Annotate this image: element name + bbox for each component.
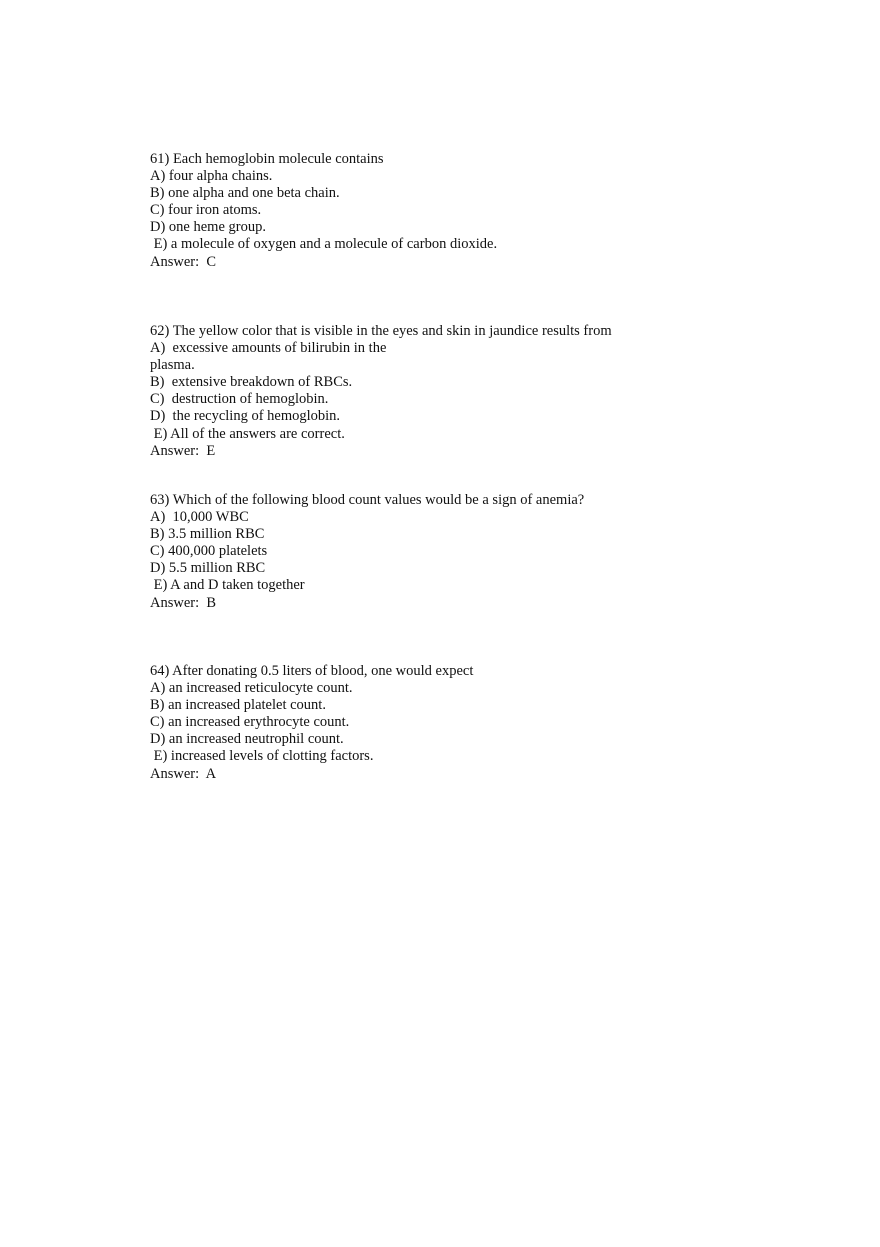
answer-option: A) excessive amounts of bilirubin in the — [150, 340, 387, 357]
answer-option: B) 3.5 million RBC — [150, 526, 265, 543]
answer-option: A) four alpha chains. — [150, 168, 273, 185]
question-61 — [150, 151, 750, 271]
answer-key: Answer: B — [150, 594, 217, 611]
answer-option: D) an increased neutrophil count. — [150, 731, 344, 748]
question-62 — [150, 323, 750, 460]
question-stem: 61) Each hemoglobin molecule contains — [150, 151, 384, 167]
answer-option: A) an increased reticulocyte count. — [150, 680, 353, 697]
answer-option: C) 400,000 platelets — [150, 543, 268, 560]
answer-option: C) an increased erythrocyte count. — [150, 714, 350, 731]
answer-option: D) one heme group. — [150, 219, 266, 236]
answer-option: B) extensive breakdown of RBCs. — [150, 374, 353, 391]
answer-option: B) an increased platelet count. — [150, 697, 326, 714]
question-63 — [150, 492, 750, 612]
answer-option: E) A and D taken together — [150, 577, 305, 594]
answer-option: B) one alpha and one beta chain. — [150, 185, 340, 202]
answer-option: C) destruction of hemoglobin. — [150, 391, 329, 408]
answer-key: Answer: C — [150, 253, 217, 270]
answer-key: Answer: A — [150, 765, 217, 782]
answer-option: E) All of the answers are correct. — [150, 425, 345, 442]
answer-option: A) 10,000 WBC — [150, 509, 249, 526]
question-stem: 63) Which of the following blood count values would be a sign of anemia? — [150, 492, 585, 508]
answer-option: D) the recycling of hemoglobin. — [150, 408, 341, 425]
answer-option: E) a molecule of oxygen and a molecule of carbon dioxide. — [150, 236, 498, 253]
answer-option: D) 5.5 million RBC — [150, 560, 266, 577]
question-stem: 62) The yellow color that is visible in the eyes and skin in jaundice results from — [150, 323, 612, 339]
answer-option-continuation: plasma. — [150, 357, 195, 374]
answer-key: Answer: E — [150, 442, 216, 459]
answer-option: E) increased levels of clotting factors. — [150, 748, 374, 765]
question-64 — [150, 663, 750, 783]
question-stem: 64) After donating 0.5 liters of blood, one would expect — [150, 663, 474, 679]
answer-option: C) four iron atoms. — [150, 202, 262, 219]
